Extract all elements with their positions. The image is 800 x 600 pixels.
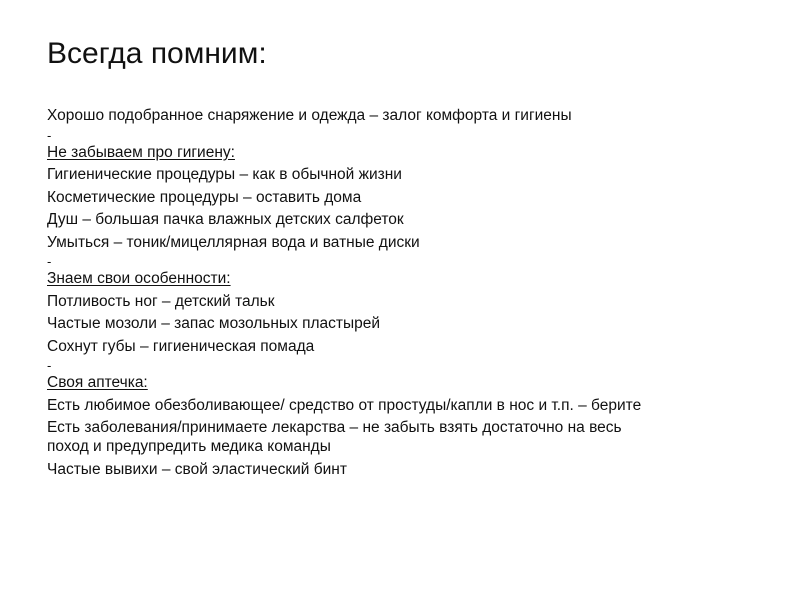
slide-title: Всегда помним:	[47, 37, 267, 70]
list-item: Душ – большая пачка влажных детских салфеток	[47, 211, 404, 228]
list-item: Есть любимое обезболивающее/ средство от простуды/капли в нос и т.п. – берите	[47, 396, 642, 414]
list-item: Умыться – тоник/мицеллярная вода и ватные диски	[47, 233, 420, 251]
section-heading-first-aid: Своя аптечка:	[47, 374, 148, 391]
list-item-continuation: поход и предупредить медика команды	[47, 438, 331, 455]
separator: -	[47, 127, 52, 143]
separator: -	[47, 358, 52, 373]
list-item: Гигиенические процедуры – как в обычной жизни	[47, 166, 402, 183]
list-item: Косметические процедуры – оставить дома	[47, 188, 362, 206]
list-item: Есть заболевания/принимаете лекарства – не забыть взять достаточно на весь	[47, 419, 622, 436]
list-item: Потливость ног – детский тальк	[47, 292, 275, 310]
separator: -	[47, 254, 52, 269]
list-item: Сохнут губы – гигиеническая помада	[47, 337, 315, 355]
section-heading-features: Знаем свои особенности:	[47, 270, 231, 287]
intro-text: Хорошо подобранное снаряжение и одежда – залог комфорта и гигиены	[47, 107, 572, 124]
slide-body	[47, 106, 767, 482]
list-item: Частые мозоли – запас мозольных пластырей	[47, 315, 381, 332]
section-heading-hygiene: Не забываем про гигиену:	[47, 143, 235, 161]
list-item: Частые вывихи – свой эластический бинт	[47, 460, 347, 478]
